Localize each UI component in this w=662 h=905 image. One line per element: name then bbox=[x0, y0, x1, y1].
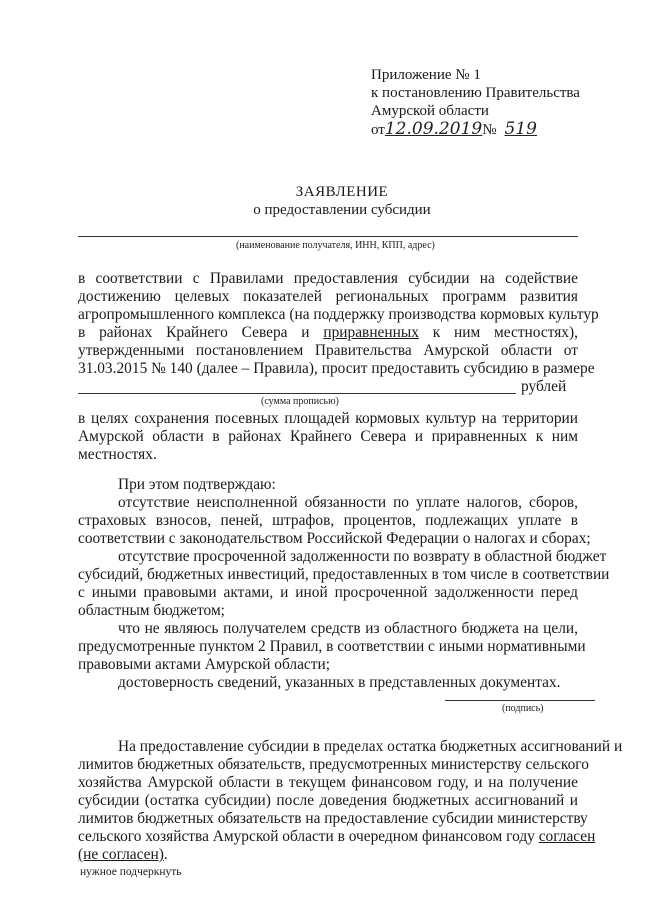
consent-line bbox=[78, 828, 596, 846]
confirm-line: правовыми актами Амурской области; bbox=[78, 656, 330, 673]
body-line: агропромышленного комплекса (на поддержку производства кормовых культур bbox=[78, 306, 599, 323]
signature-line bbox=[445, 700, 595, 701]
document-subtitle: о предоставлении субсидии bbox=[253, 202, 431, 218]
consent-line: лимитов бюджетных обязательств, предусмотренных министерству сельского bbox=[78, 756, 589, 773]
confirm-line: достоверность сведений, указанных в представленных документах. bbox=[118, 674, 561, 691]
region-label: Амурской области bbox=[371, 103, 489, 119]
amount-line bbox=[78, 393, 516, 394]
consent-line: лимитов бюджетных обязательств на предоставление субсидии министерству bbox=[78, 810, 588, 827]
body-line: 31.03.2015 № 140 (далее – Правила), просит предоставить субсидию в размере bbox=[78, 360, 595, 377]
agree-option: согласен bbox=[538, 828, 596, 845]
confirm-line: субсидий, бюджетных инвестиций, предоставленных в том числе в соответствии bbox=[78, 566, 610, 583]
body-segment: к ним местностях), bbox=[418, 324, 578, 341]
signature-caption: (подпись) bbox=[502, 703, 544, 714]
consent-line: хозяйства Амурской области в текущем финансовом году, и на получение bbox=[78, 774, 578, 791]
date-prefix: от bbox=[371, 122, 385, 138]
purpose-line: Амурской области в районах Крайнего Севера и приравненных к ним bbox=[78, 428, 578, 445]
handwritten-number: 519 bbox=[504, 119, 537, 139]
confirm-line: отсутствие неисполненной обязанности по уплате налогов, сборов, bbox=[118, 494, 578, 511]
recipient-line bbox=[78, 236, 578, 237]
confirm-line: что не являюсь получателем средств из областного бюджета на цели, bbox=[118, 620, 578, 637]
body-line: в соответствии с Правилами предоставления субсидии на содействие bbox=[78, 270, 578, 287]
consent-line bbox=[78, 846, 168, 864]
rubles-label: рублей bbox=[521, 378, 567, 395]
recipient-caption: (наименование получателя, ИНН, КПП, адрес) bbox=[236, 240, 435, 251]
confirm-line: с иными правовыми актами, и иной просроченной задолженности перед bbox=[78, 584, 578, 601]
confirm-line: предусмотренные пунктом 2 Правил, в соответствии с иными нормативными bbox=[78, 638, 586, 655]
sum-caption: (сумма прописью) bbox=[261, 396, 339, 407]
confirm-line: областным бюджетом; bbox=[78, 602, 225, 619]
consent-line: На предоставление субсидии в пределах остатка бюджетных ассигнований и bbox=[118, 738, 623, 755]
handwritten-date: 12.09.2019 bbox=[384, 119, 483, 139]
body-segment: в районах Крайнего Севера и bbox=[78, 324, 324, 341]
body-line: достижению целевых показателей региональных программ развития bbox=[78, 288, 578, 305]
purpose-line: местностях. bbox=[78, 446, 157, 463]
purpose-line: в целях сохранения посевных площадей кормовых культур на территории bbox=[78, 410, 578, 427]
consent-segment: сельского хозяйства Амурской области в очередном финансовом году bbox=[78, 828, 539, 845]
body-line: утвержденными постановлением Правительства Амурской области от bbox=[78, 342, 578, 359]
resolution-label: к постановлению Правительства bbox=[371, 85, 580, 101]
confirm-line: соответствии с законодательством Российской Федерации о налогах и сборах; bbox=[78, 530, 591, 547]
appendix-label: Приложение № 1 bbox=[371, 67, 481, 83]
consent-line: субсидии (остатка субсидии) после доведения бюджетных ассигнований и bbox=[78, 792, 578, 809]
consent-tail: . bbox=[163, 846, 168, 863]
date-number-line bbox=[371, 121, 537, 139]
confirm-line: отсутствие просроченной задолженности по возврату в областной бюджет bbox=[118, 548, 607, 565]
document-title: ЗАЯВЛЕНИЕ bbox=[295, 184, 389, 200]
number-prefix: № bbox=[482, 122, 497, 138]
body-line bbox=[78, 324, 578, 342]
underlined-word: приравненных bbox=[323, 324, 419, 341]
footnote: нужное подчеркнуть bbox=[80, 866, 182, 878]
confirm-intro: При этом подтверждаю: bbox=[118, 476, 276, 493]
confirm-line: страховых взносов, пеней, штрафов, процентов, подлежащих уплате в bbox=[78, 512, 578, 529]
disagree-option: (не согласен) bbox=[78, 846, 164, 863]
